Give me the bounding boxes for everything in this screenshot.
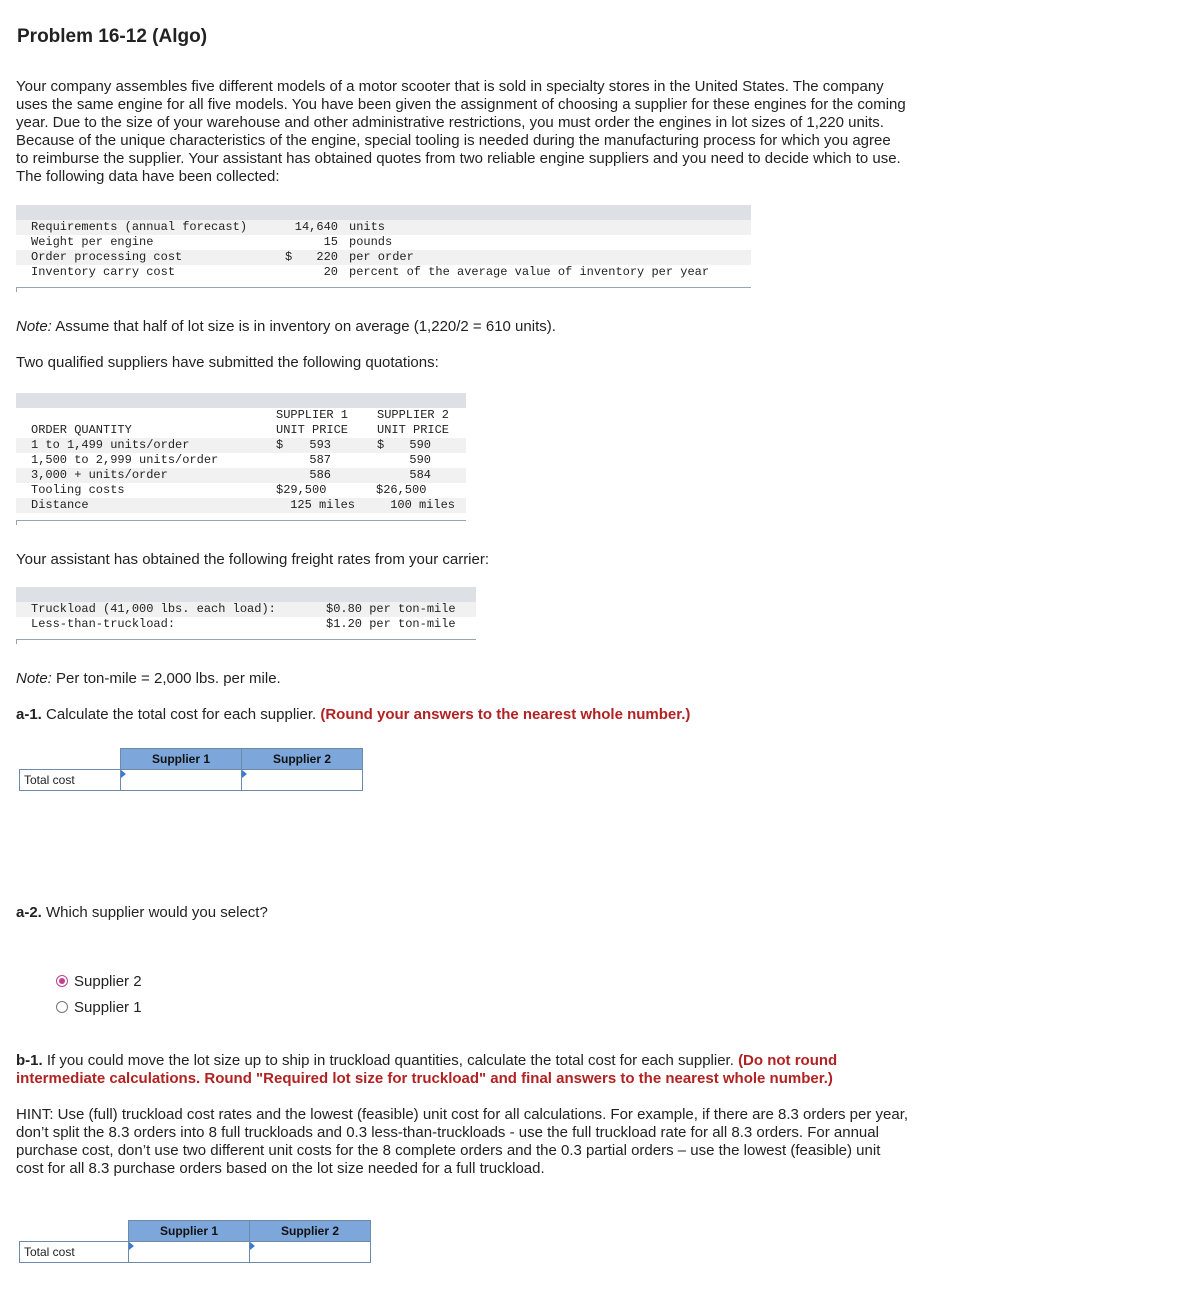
flag-icon: [121, 770, 126, 778]
radio-label-supplier-1[interactable]: Supplier 1: [74, 999, 142, 1016]
question-text: Calculate the total cost for each supplier.: [41, 706, 321, 723]
req-label: Weight per engine: [31, 235, 154, 249]
intro-line: uses the same engine for all five models. You have been given the assignment of choosing a supplier for these engines for the coming: [16, 96, 906, 113]
supplier1-value: $29,500: [276, 483, 327, 497]
supplier2-value: 590: [409, 438, 431, 452]
table-row: [16, 602, 476, 617]
rounding-instruction-cont: intermediate calculations. Round "Required lot size for truckload" and final answers to the nearest whole number.): [16, 1070, 833, 1087]
intro-line: Your company assembles five different models of a motor scooter that is sold in specialty stores in the United States. The company: [16, 78, 884, 95]
row-label-total-cost: Total cost: [20, 770, 121, 791]
table-header-row: [16, 423, 466, 438]
radio-supplier-2[interactable]: [56, 975, 68, 987]
quote-label: Tooling costs: [31, 483, 125, 497]
req-label: Requirements (annual forecast): [31, 220, 248, 234]
supplier2-total-cost-input[interactable]: [242, 770, 362, 790]
suppliers-intro: Two qualified suppliers have submitted the following quotations:: [16, 354, 439, 371]
req-label: Order processing cost: [31, 250, 183, 264]
question-number: a-2.: [16, 904, 42, 921]
supplier1-value: 125 miles: [290, 498, 355, 512]
quote-label: 1 to 1,499 units/order: [31, 438, 190, 452]
supplier2-header: SUPPLIER 2: [377, 408, 450, 422]
table-row: [16, 498, 466, 513]
freight-rate: $1.20 per ton-mile: [326, 617, 456, 631]
quote-label: Distance: [31, 498, 89, 512]
intro-paragraph: [16, 78, 906, 186]
hint-line: purchase cost, don’t use two different unit costs for the 8 complete orders and the 0.3 partial orders – use the lowest (feasible) unit: [16, 1142, 881, 1159]
supplier1-total-cost-input[interactable]: [121, 770, 241, 790]
supplier1-column-header: Supplier 1: [129, 1221, 250, 1242]
supplier1-subheader: UNIT PRICE: [276, 423, 349, 437]
quote-dollar: $: [276, 438, 284, 452]
question-text: If you could move the lot size up to ship in truckload quantities, calculate the total cost for each supplier.: [42, 1052, 739, 1069]
supplier2-value: 100 miles: [390, 498, 455, 512]
intro-line: to reimburse the supplier. Your assistant has obtained quotes from two reliable engine suppliers and you need to decide which to use.: [16, 150, 901, 167]
page-title: Problem 16-12 (Algo): [17, 26, 208, 47]
radio-label-supplier-2[interactable]: Supplier 2: [74, 973, 142, 990]
question-b1: [16, 1052, 837, 1088]
answer-table-a1: [19, 748, 363, 791]
supplier1-value: 587: [309, 453, 331, 467]
freight-intro: Your assistant has obtained the following freight rates from your carrier:: [16, 551, 490, 568]
intro-line: The following data have been collected:: [16, 168, 280, 185]
supplier2-value: 584: [409, 468, 431, 482]
freight-rate: $0.80 per ton-mile: [326, 602, 456, 616]
supplier2-column-header: Supplier 2: [242, 749, 363, 770]
req-unit: units: [349, 220, 386, 234]
supplier2-subheader: UNIT PRICE: [377, 423, 450, 437]
note-text: Per ton-mile = 2,000 lbs. per mile.: [51, 670, 281, 687]
req-value: 220: [316, 250, 338, 264]
table-row: [16, 438, 466, 453]
quote-dollar: $: [377, 438, 385, 452]
supplier1-value: 593: [309, 438, 331, 452]
intro-line: year. Due to the size of your warehouse and other administrative restrictions, you must order the engines in lot sizes of 1,220 units.: [16, 114, 884, 131]
note-label: Note:: [16, 670, 52, 687]
supplier1-column-header: Supplier 1: [121, 749, 242, 770]
table-row: [16, 265, 751, 280]
intro-line: Because of the unique characteristics of the engine, special tooling is needed during the manufacturing process for which you agree: [16, 132, 891, 149]
quote-label: 1,500 to 2,999 units/order: [31, 453, 219, 467]
note-ton-mile: [16, 670, 281, 688]
table-row: [16, 483, 466, 498]
freight-rates-table: [16, 587, 476, 647]
table-row: [16, 468, 466, 483]
question-a1: [16, 706, 690, 724]
note-label: Note:: [16, 318, 52, 335]
question-number: b-1.: [16, 1052, 43, 1069]
req-value: 20: [323, 265, 338, 279]
question-text: Which supplier would you select?: [41, 904, 268, 921]
row-label-total-cost: Total cost: [20, 1242, 129, 1263]
rounding-instruction: (Do not round: [738, 1052, 838, 1069]
radio-supplier-1[interactable]: [56, 1001, 68, 1013]
hint-line: cost for all 8.3 purchase orders based on the lot size needed for a full truckload.: [16, 1160, 545, 1177]
note-average-inventory: [16, 318, 556, 336]
supplier2-truckload-total-cost-input[interactable]: [250, 1242, 370, 1262]
table-row: [16, 453, 466, 468]
table-row: [16, 250, 751, 265]
req-dollar: $: [285, 250, 293, 264]
req-value: 14,640: [294, 220, 338, 234]
answer-table-b1: [19, 1220, 371, 1263]
supplier1-truckload-total-cost-input[interactable]: [129, 1242, 249, 1262]
supplier2-value: $26,500: [376, 483, 427, 497]
freight-label: Truckload (41,000 lbs. each load):: [31, 602, 276, 616]
supplier2-column-header: Supplier 2: [250, 1221, 371, 1242]
table-row: [16, 220, 751, 235]
flag-icon: [129, 1242, 134, 1250]
supplier1-header: SUPPLIER 1: [276, 408, 349, 422]
question-number: a-1.: [16, 706, 42, 723]
freight-label: Less-than-truckload:: [31, 617, 176, 631]
hint-paragraph: [16, 1106, 908, 1178]
req-value: 15: [323, 235, 338, 249]
table-row: [16, 235, 751, 250]
supplier2-value: 590: [409, 453, 431, 467]
hint-line: don’t split the 8.3 orders into 8 full truckloads and 0.3 less-than-truckloads - use the full truckload rate for all 8.3 orders. For annual: [16, 1124, 879, 1141]
requirements-table: [16, 205, 751, 295]
req-label: Inventory carry cost: [31, 265, 176, 279]
req-unit: percent of the average value of inventory per year: [349, 265, 710, 279]
hint-line: HINT: Use (full) truckload cost rates and the lowest (feasible) unit cost for all calculations. For example, if there are 8.3 orders per year,: [16, 1106, 909, 1123]
quote-label: 3,000 + units/order: [31, 468, 168, 482]
flag-icon: [250, 1242, 255, 1250]
rounding-instruction: (Round your answers to the nearest whole number.): [320, 706, 691, 723]
flag-icon: [242, 770, 247, 778]
order-quantity-header: ORDER QUANTITY: [31, 423, 132, 437]
table-row: [16, 617, 476, 632]
req-unit: per order: [349, 250, 414, 264]
req-unit: pounds: [349, 235, 393, 249]
note-text: Assume that half of lot size is in inventory on average (1,220/2 = 610 units).: [51, 318, 556, 335]
table-header-row: [16, 408, 466, 423]
supplier1-value: 586: [309, 468, 331, 482]
question-a2: [16, 904, 268, 922]
supplier-quotes-table: [16, 393, 466, 528]
